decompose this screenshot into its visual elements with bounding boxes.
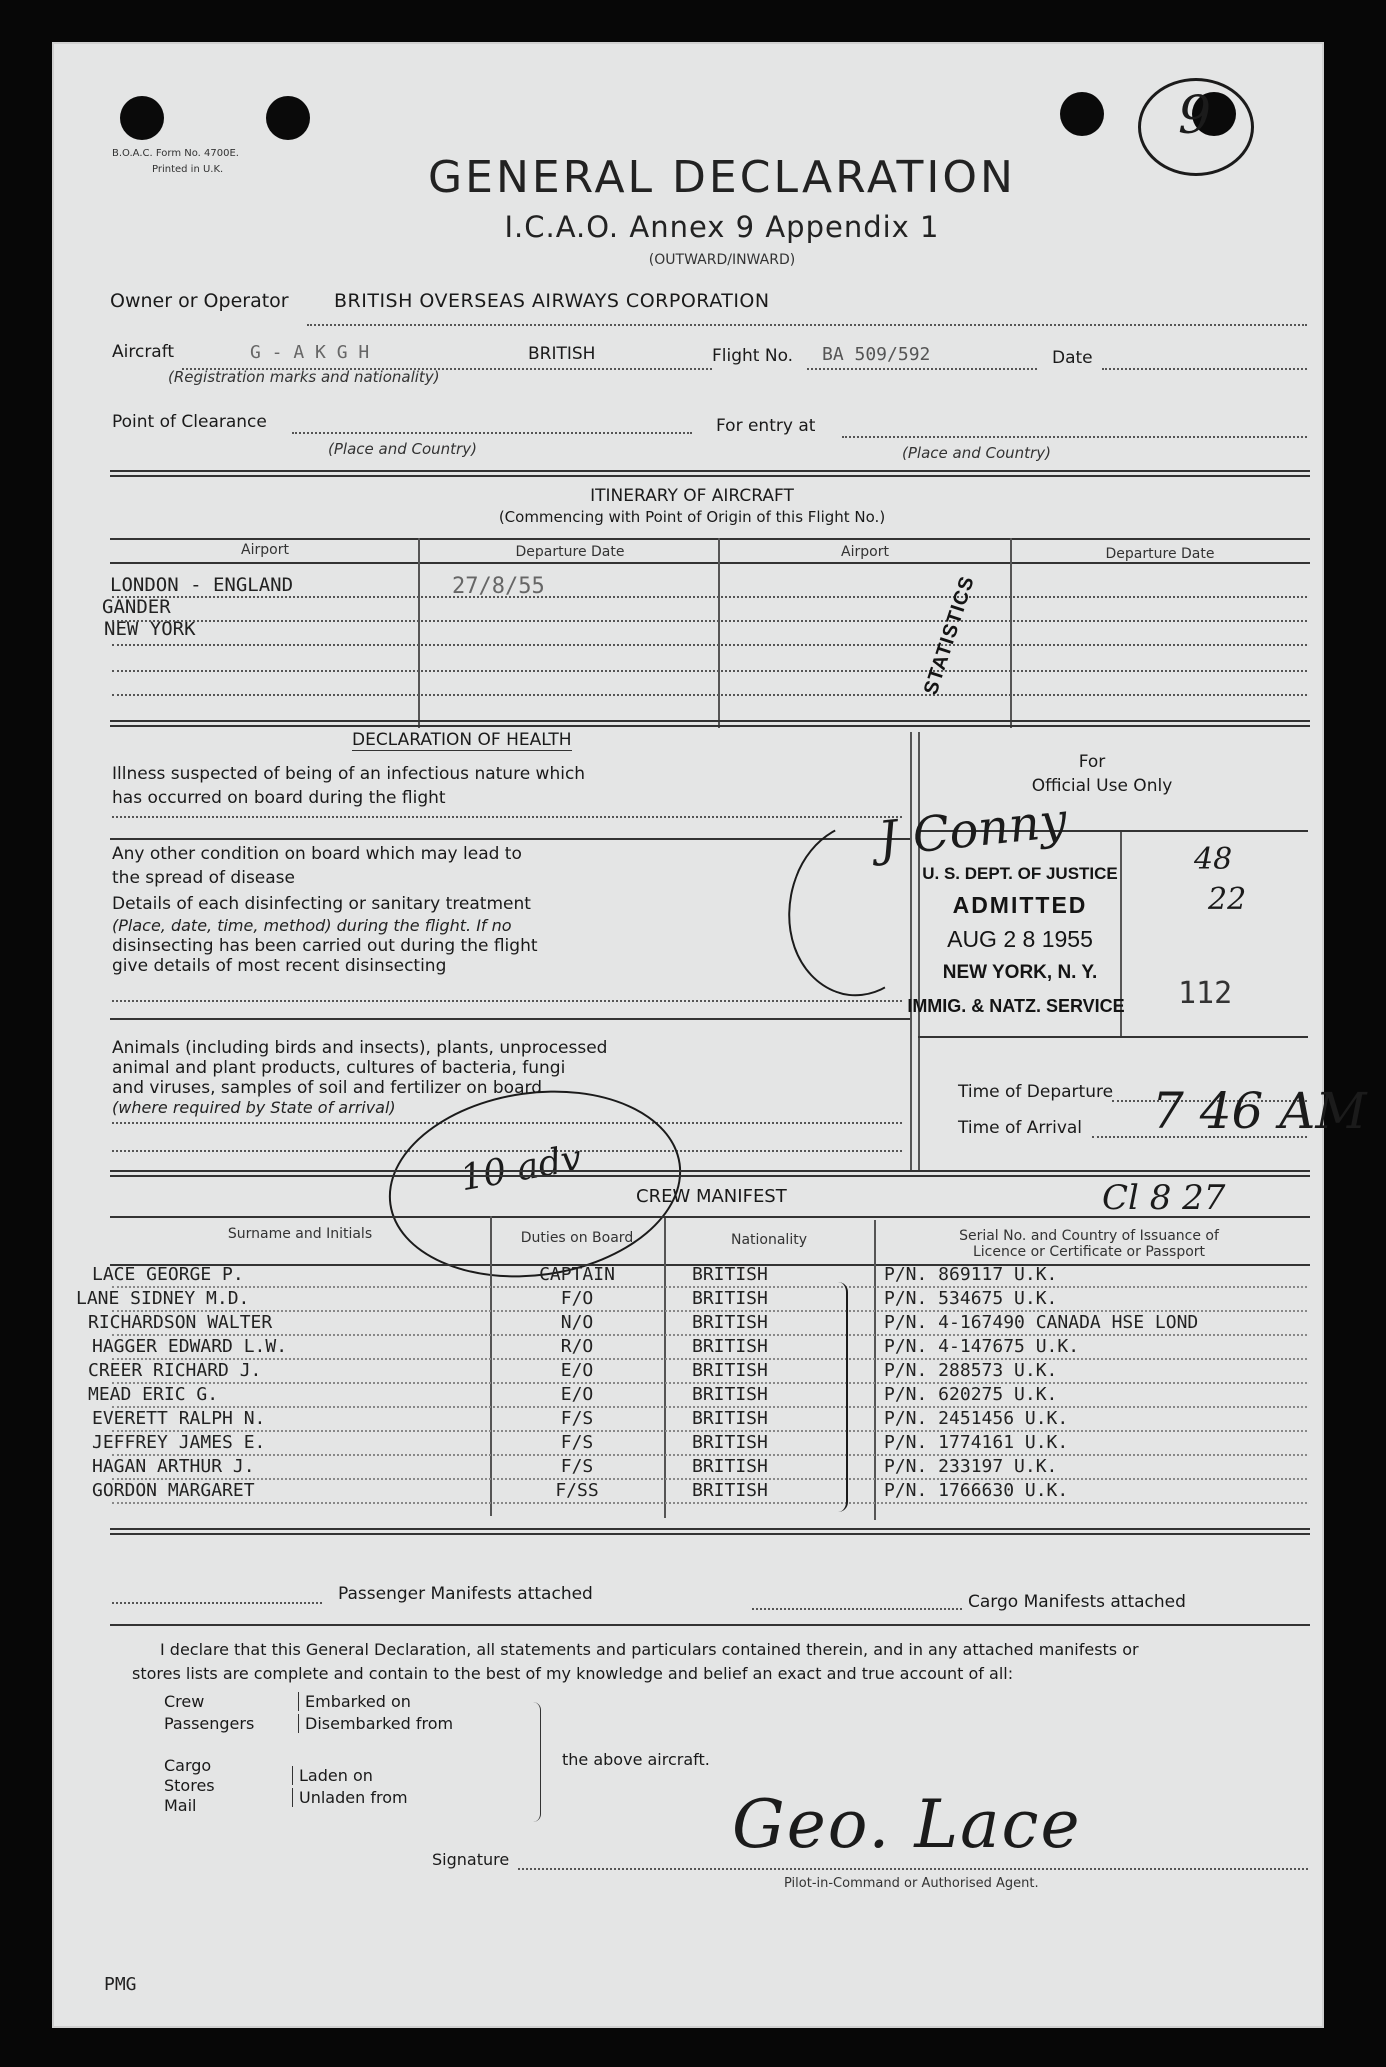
animals-text-3: and viruses, samples of soil and fertilizer on board: [112, 1078, 542, 1098]
crew-col-divider: [664, 1218, 666, 1518]
page-title: GENERAL DECLARATION: [428, 152, 1016, 203]
crew-rule: [110, 1216, 1310, 1218]
aircraft-sublabel: (Registration marks and nationality): [168, 368, 440, 386]
aircraft-registration: G - A K G H: [250, 342, 370, 363]
crew-serial: P/N. 2451456 U.K.: [884, 1408, 1069, 1429]
crew-nationality: BRITISH: [692, 1264, 768, 1285]
divider: [110, 1170, 1310, 1177]
decl-unladen: Unladen from: [292, 1788, 408, 1807]
declaration-text-2: stores lists are complete and contain to the best of my knowledge and belief an exact and true account of all:: [132, 1664, 1014, 1683]
handwritten-number-2: 22: [1208, 882, 1247, 917]
crew-duty: E/O: [560, 1360, 594, 1381]
crew-nationality: BRITISH: [692, 1312, 768, 1333]
crew-serial: P/N. 288573 U.K.: [884, 1360, 1058, 1381]
stamp-admitted: ADMITTED: [952, 892, 1088, 918]
decl-bracket: [530, 1702, 541, 1822]
itinerary-subtitle: (Commencing with Point of Origin of this Flight No.): [498, 508, 886, 526]
crew-col-serial-2: Licence or Certificate or Passport: [972, 1244, 1206, 1260]
itinerary-line: [112, 694, 1307, 696]
crew-nationality: BRITISH: [692, 1432, 768, 1453]
owner-value: BRITISH OVERSEAS AIRWAYS CORPORATION: [334, 290, 770, 312]
crew-serial: P/N. 869117 U.K.: [884, 1264, 1058, 1285]
crew-nationality: BRITISH: [692, 1360, 768, 1381]
crew-duty: F/S: [560, 1456, 594, 1477]
disinfect-text-3: disinsecting has been carried out during the flight: [112, 936, 538, 956]
punch-hole: [266, 96, 310, 140]
aircraft-label: Aircraft: [112, 342, 175, 362]
crew-duty: F/O: [560, 1288, 594, 1309]
itinerary-col-departure: Departure Date: [515, 544, 625, 560]
admitted-stamp: [907, 854, 1130, 1034]
crew-title: CREW MANIFEST: [636, 1186, 787, 1207]
signature: Geo. Lace: [732, 1786, 1082, 1863]
condition-text-1: Any other condition on board which may lead to: [112, 844, 522, 864]
clearance-label: Point of Clearance: [112, 412, 267, 432]
crew-name: JEFFREY JAMES E.: [92, 1432, 266, 1453]
crew-name: CREER RICHARD J.: [88, 1360, 262, 1381]
itinerary-line: [112, 620, 1307, 622]
flight-line: [807, 368, 1037, 370]
crew-name: HAGAN ARTHUR J.: [92, 1456, 255, 1477]
date-label: Date: [1052, 348, 1093, 368]
date-line: [1102, 368, 1307, 370]
itinerary-rule: [110, 562, 1310, 564]
form-number: B.O.A.C. Form No. 4700E.: [112, 148, 239, 159]
animals-text-1: Animals (including birds and insects), plants, unprocessed: [112, 1038, 608, 1058]
stamp-date: AUG 2 8 1955: [947, 926, 1093, 952]
signature-label: Signature: [432, 1850, 510, 1869]
footer-mark: PMG: [104, 1974, 137, 1995]
itinerary-airport-3: NEW YORK: [104, 618, 196, 640]
cargo-manifest-line: [752, 1608, 962, 1610]
disinfect-text-1: Details of each disinfecting or sanitary treatment: [112, 894, 531, 914]
illness-text-2: has occurred on board during the flight: [112, 788, 446, 808]
itinerary-airport-1: LONDON - ENGLAND: [110, 574, 294, 596]
entry-line: [842, 436, 1307, 438]
crew-duty: F/S: [560, 1432, 594, 1453]
crew-duty: F/SS: [555, 1480, 599, 1501]
itinerary-departure-1: 27/8/55: [452, 574, 545, 599]
itinerary-col-divider: [1010, 538, 1012, 728]
departure-time-label: Time of Departure: [958, 1082, 1114, 1102]
itinerary-col-divider: [718, 538, 720, 728]
divider: [110, 1528, 1310, 1535]
handwritten-initials: J Conny: [875, 792, 1070, 868]
flight-number: BA 509/592: [822, 344, 931, 365]
crew-name: MEAD ERIC G.: [88, 1384, 219, 1405]
pilot-label: Pilot-in-Command or Authorised Agent.: [784, 1876, 1039, 1891]
entry-sublabel: (Place and Country): [902, 444, 1051, 462]
itinerary-col-airport: Airport: [241, 542, 289, 558]
crew-name: HAGGER EDWARD L.W.: [92, 1336, 288, 1357]
passenger-manifest-line: [112, 1602, 322, 1604]
crew-col-serial: Serial No. and Country of Issuance of: [959, 1228, 1219, 1244]
itinerary-header-rule: [110, 538, 1310, 540]
handwritten-number-3: 112: [1178, 976, 1233, 1011]
crew-duty: R/O: [560, 1336, 594, 1357]
itinerary-title: ITINERARY OF AIRCRAFT: [590, 486, 794, 506]
crew-nationality: BRITISH: [692, 1288, 768, 1309]
disinfect-line: [112, 1000, 902, 1002]
circled-note: 10 adv: [457, 1137, 585, 1200]
crew-nationality: BRITISH: [692, 1480, 768, 1501]
crew-nationality: BRITISH: [692, 1408, 768, 1429]
stamp-service: IMMIG. & NATZ. SERVICE: [907, 996, 1125, 1016]
stamp-place: NEW YORK, N. Y.: [942, 962, 1098, 983]
signature-line: [518, 1868, 1308, 1870]
crew-serial: P/N. 620275 U.K.: [884, 1384, 1058, 1405]
page-number: 9: [1178, 86, 1212, 146]
crew-duty: CAPTAIN: [539, 1264, 615, 1285]
crew-col-divider: [874, 1220, 876, 1520]
punch-hole: [120, 96, 164, 140]
crew-note: Cl 8 27: [1102, 1178, 1226, 1218]
crew-serial: P/N. 534675 U.K.: [884, 1288, 1058, 1309]
crew-col-duty: Duties on Board: [520, 1230, 634, 1246]
decl-crew: Crew: [164, 1692, 205, 1711]
decl-mail: Mail: [164, 1796, 197, 1815]
crew-duty: N/O: [560, 1312, 594, 1333]
punch-hole: [1060, 92, 1104, 136]
disinfect-text-4: give details of most recent disinsecting: [112, 956, 447, 976]
clearance-sublabel: (Place and Country): [328, 440, 477, 458]
crew-name: RICHARDSON WALTER: [88, 1312, 273, 1333]
itinerary-col-divider: [418, 538, 420, 728]
decl-laden: Laden on: [292, 1766, 373, 1785]
handwritten-time: 7 46 AM: [1152, 1082, 1367, 1140]
disinfect-text-2: (Place, date, time, method) during the flight. If no: [112, 916, 512, 935]
illness-text-1: Illness suspected of being of an infectious nature which: [112, 764, 586, 784]
decl-above-aircraft: the above aircraft.: [562, 1750, 710, 1769]
crew-col-name: Surname and Initials: [227, 1226, 373, 1242]
declaration-sheet: [52, 42, 1367, 2028]
crew-name: LANE SIDNEY M.D.: [76, 1288, 250, 1309]
crew-serial: P/N. 4-147675 U.K.: [884, 1336, 1080, 1357]
crew-duty: F/S: [560, 1408, 594, 1429]
handwritten-number-1: 48: [1194, 842, 1233, 877]
divider: [110, 470, 1310, 477]
animals-text-2: animal and plant products, cultures of bacteria, fungi: [112, 1058, 566, 1078]
owner-line: [307, 324, 1307, 326]
crew-name: EVERETT RALPH N.: [92, 1408, 266, 1429]
illness-line: [112, 816, 902, 818]
crew-serial: P/N. 1774161 U.K.: [884, 1432, 1069, 1453]
health-rule: [110, 1018, 910, 1020]
decl-cargo: Cargo: [164, 1756, 212, 1775]
crew-nationality: BRITISH: [692, 1336, 768, 1357]
entry-label: For entry at: [716, 416, 816, 436]
passenger-manifest-label: Passenger Manifests attached: [338, 1584, 593, 1604]
arrival-time-label: Time of Arrival: [958, 1118, 1083, 1138]
itinerary-airport-2: GANDER: [102, 596, 171, 618]
divider: [110, 720, 1310, 727]
official-rule: [918, 1036, 1308, 1038]
official-use-1: For: [1078, 752, 1106, 772]
crew-bracket: [826, 1282, 848, 1512]
crew-name: GORDON MARGARET: [92, 1480, 255, 1501]
health-rule: [110, 838, 910, 840]
declaration-text-1: I declare that this General Declaration, all statements and particulars contained therein, and in any attached manifests or: [160, 1640, 1139, 1659]
flight-label: Flight No.: [712, 346, 794, 366]
itinerary-line: [112, 644, 1307, 646]
cargo-manifest-label: Cargo Manifests attached: [968, 1592, 1186, 1612]
crew-serial: P/N. 233197 U.K.: [884, 1456, 1058, 1477]
decl-disembarked: Disembarked from: [298, 1714, 453, 1733]
statistics-stamp: STATISTICS: [919, 573, 979, 698]
stamp-dept: U. S. DEPT. OF JUSTICE: [922, 864, 1118, 883]
crew-row-line: [112, 1502, 1307, 1504]
crew-serial: P/N. 4-167490 CANADA HSE LOND: [884, 1312, 1199, 1333]
itinerary-col-departure-2: Departure Date: [1105, 546, 1215, 562]
condition-text-2: the spread of disease: [112, 868, 295, 888]
health-title: DECLARATION OF HEALTH: [352, 730, 572, 750]
crew-col-nationality: Nationality: [730, 1232, 807, 1248]
decl-embarked: Embarked on: [298, 1692, 411, 1711]
clearance-line: [292, 432, 692, 434]
crew-nationality: BRITISH: [692, 1456, 768, 1477]
itinerary-line: [112, 670, 1307, 672]
itinerary-col-airport-2: Airport: [841, 544, 889, 560]
aircraft-nationality: BRITISH: [528, 344, 596, 364]
decl-stores: Stores: [164, 1776, 215, 1795]
crew-nationality: BRITISH: [692, 1384, 768, 1405]
crew-duty: E/O: [560, 1384, 594, 1405]
decl-passengers: Passengers: [164, 1714, 255, 1733]
divider: [110, 1624, 1310, 1626]
crew-serial: P/N. 1766630 U.K.: [884, 1480, 1069, 1501]
crew-name: LACE GEORGE P.: [92, 1264, 244, 1285]
animals-text-4: (where required by State of arrival): [112, 1098, 396, 1117]
direction-label: (OUTWARD/INWARD): [648, 252, 796, 268]
page-subtitle: I.C.A.O. Annex 9 Appendix 1: [504, 210, 940, 244]
printed-in: Printed in U.K.: [152, 164, 224, 175]
itinerary-line: [112, 596, 1307, 598]
owner-label: Owner or Operator: [110, 290, 289, 312]
official-use-2: Official Use Only: [1031, 776, 1173, 796]
